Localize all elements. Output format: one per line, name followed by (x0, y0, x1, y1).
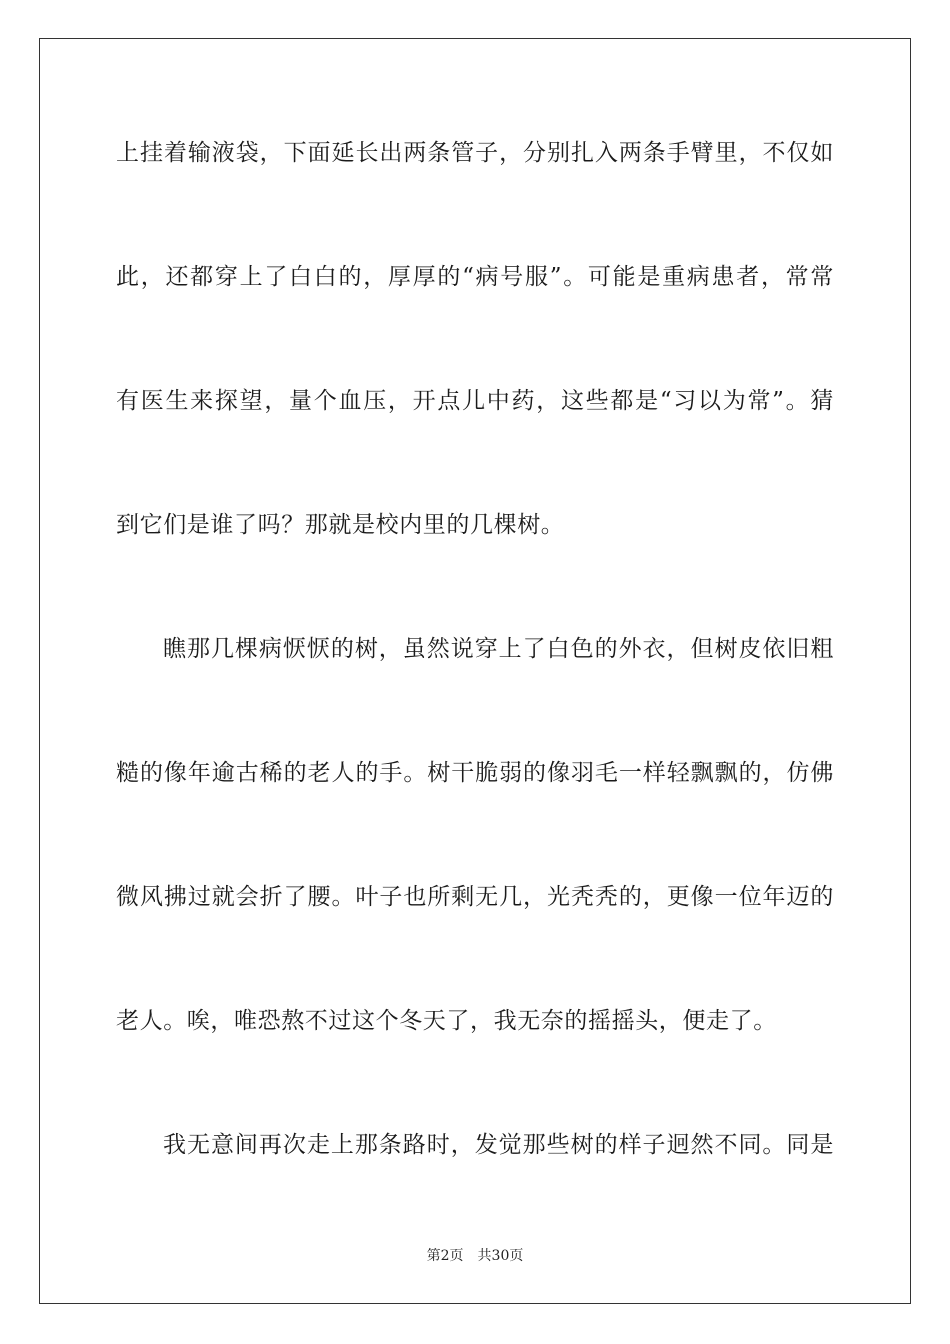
page-footer (0, 1246, 950, 1266)
page-total: 共30页 (477, 1248, 524, 1264)
paragraph-line: 糙的像年逾古稀的老人的手。树干脆弱的像羽毛一样轻飘飘的，仿佛 (116, 760, 834, 786)
paragraph-line: 此，还都穿上了白白的，厚厚的“病号服”。可能是重病患者，常常 (116, 264, 834, 290)
paragraph-line: 我无意间再次走上那条路时，发觉那些树的样子迥然不同。同是 (163, 1132, 834, 1158)
paragraph-line: 老人。唉，唯恐熬不过这个冬天了，我无奈的摇摇头，便走了。 (116, 1008, 777, 1034)
paragraph-line: 微风拂过就会折了腰。叶子也所剩无几，光秃秃的，更像一位年迈的 (116, 884, 834, 910)
page-border (39, 38, 911, 1304)
paragraph-line: 上挂着输液袋，下面延长出两条管子，分别扎入两条手臂里，不仅如 (116, 140, 834, 166)
paragraph-line: 瞧那几棵病恹恹的树，虽然说穿上了白色的外衣，但树皮依旧粗 (163, 636, 834, 662)
page-number: 第2页 (426, 1248, 464, 1264)
paragraph-line: 有医生来探望，量个血压，开点儿中药，这些都是“习以为常”。猜 (116, 388, 834, 414)
paragraph-line: 到它们是谁了吗？那就是校内里的几棵树。 (116, 512, 565, 538)
